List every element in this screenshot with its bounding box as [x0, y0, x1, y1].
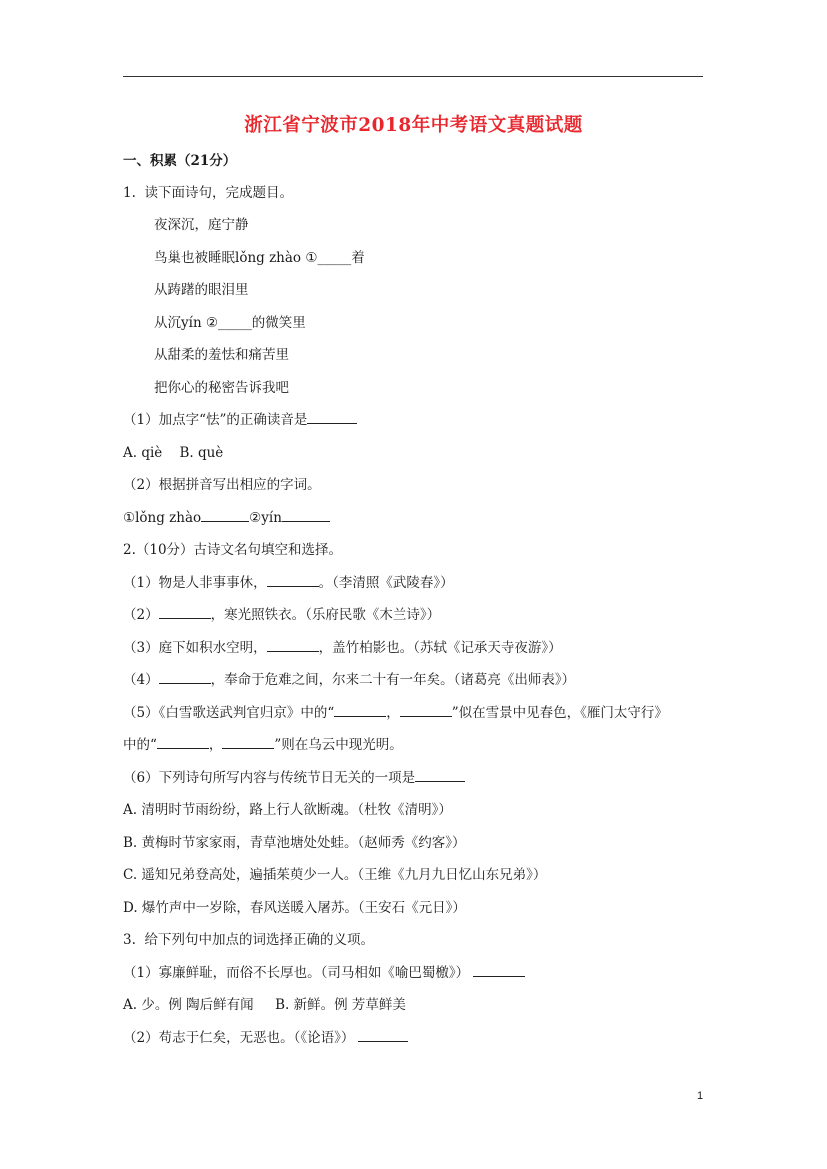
pinyin-a: ①lǒng zhào [123, 510, 202, 526]
question-2-item [123, 704, 668, 722]
question-1-stem: 1. 读下面诗句，完成题目。 [123, 185, 293, 201]
question-3-sub1 [123, 964, 525, 982]
poem-line: 把你心的秘密告诉我吧 [154, 380, 289, 396]
item-text: （1）寡廉鲜耻，而俗不长厚也。（司马相如《喻巴蜀檄》） [123, 965, 470, 981]
answer-blank[interactable] [307, 411, 357, 424]
page-number: 1 [697, 1090, 704, 1102]
answer-blank[interactable] [201, 509, 249, 522]
poem-line: 从甜柔的羞怯和痛苦里 [154, 347, 289, 363]
answer-blank[interactable] [415, 769, 465, 782]
option-d: D. 爆竹声中一岁除，春风送暖入屠苏。（王安石《元日》） [123, 900, 466, 916]
question-2-item [123, 574, 454, 592]
question-1-sub1 [123, 411, 357, 429]
header-rule [123, 76, 703, 77]
answer-blank[interactable] [400, 704, 452, 717]
item-text: ，奉命于危难之间，尔来二十有一年矣。（诸葛亮《出师表》） [210, 672, 576, 688]
answer-blank[interactable] [159, 606, 211, 619]
answer-blank[interactable] [159, 671, 211, 684]
question-3-stem: 3. 给下列句中加点的词选择正确的义项。 [123, 932, 374, 948]
poem-line: 从踌躇的眼泪里 [154, 282, 249, 298]
question-2-item [123, 671, 575, 689]
question-2-item [123, 606, 440, 624]
item-text: （6）下列诗句所写内容与传统节日无关的一项是 [123, 770, 416, 786]
question-1-sub2-answers [123, 509, 330, 527]
pinyin-b: ②yín [249, 510, 282, 526]
question-2-item [123, 769, 465, 787]
question-2-item [123, 639, 562, 657]
question-1-sub2: （2）根据拼音写出相应的字词。 [123, 477, 321, 493]
question-2-item [123, 736, 403, 754]
item-text: （5）《白雪歌送武判官归京》中的“ [123, 705, 335, 721]
item-text: ，盖竹柏影也。（苏轼《记承天寺夜游》） [318, 640, 562, 656]
question-2-stem: 2.（10分）古诗文名句填空和选择。 [123, 542, 343, 558]
answer-blank[interactable] [157, 736, 209, 749]
poem-line: 夜深沉，庭宁静 [154, 217, 249, 233]
section-heading: 一、积累（21分） [123, 153, 237, 169]
item-text: ”则在乌云中现光明。 [274, 737, 403, 753]
answer-blank[interactable] [222, 736, 274, 749]
page-title: 浙江省宁波市2018年中考语文真题试题 [244, 115, 583, 136]
option-a: A. 清明时节雨纷纷，路上行人欲断魂。（杜牧《清明》） [123, 802, 452, 818]
question-1-sub1-options: A. qiè B. què [123, 445, 224, 461]
option-c: C. 遥知兄弟登高处，遍插茱萸少一人。（王维《九月九日忆山东兄弟》） [123, 867, 547, 883]
option-b: B. 黄梅时节家家雨，青草池塘处处蛙。（赵师秀《约客》） [123, 835, 466, 851]
item-text: 。（李清照《武陵春》） [318, 575, 454, 591]
sub1-text: （1）加点字“怯”的正确读音是 [123, 412, 308, 428]
question-3-sub1-options: A. 少。例 陶后鲜有闻 B. 新鲜。例 芳草鲜美 [123, 997, 406, 1013]
item-text: （4） [123, 672, 159, 688]
answer-blank[interactable] [334, 704, 386, 717]
answer-blank[interactable] [267, 574, 319, 587]
answer-blank[interactable] [358, 1029, 408, 1042]
item-text: （2）苟志于仁矣，无恶也。（《论语》） [123, 1030, 355, 1046]
answer-blank[interactable] [267, 639, 319, 652]
item-text: ， [208, 737, 223, 753]
item-text: ”似在雪景中见春色，《雁门太守行》 [451, 705, 668, 721]
answer-blank[interactable] [282, 509, 330, 522]
question-3-sub2 [123, 1029, 408, 1047]
item-text: ， [386, 705, 400, 721]
poem-line: 从沉yín ②_____的微笑里 [154, 315, 306, 331]
item-text: ，寒光照铁衣。（乐府民歌《木兰诗》） [210, 607, 441, 623]
item-text: （1）物是人非事事休， [123, 575, 267, 591]
answer-blank[interactable] [473, 964, 525, 977]
item-text: （3）庭下如积水空明， [123, 640, 267, 656]
poem-line: 鸟巢也被睡眠lǒng zhào ①_____着 [154, 250, 365, 266]
item-text: （2） [123, 607, 159, 623]
item-text: 中的“ [123, 737, 157, 753]
